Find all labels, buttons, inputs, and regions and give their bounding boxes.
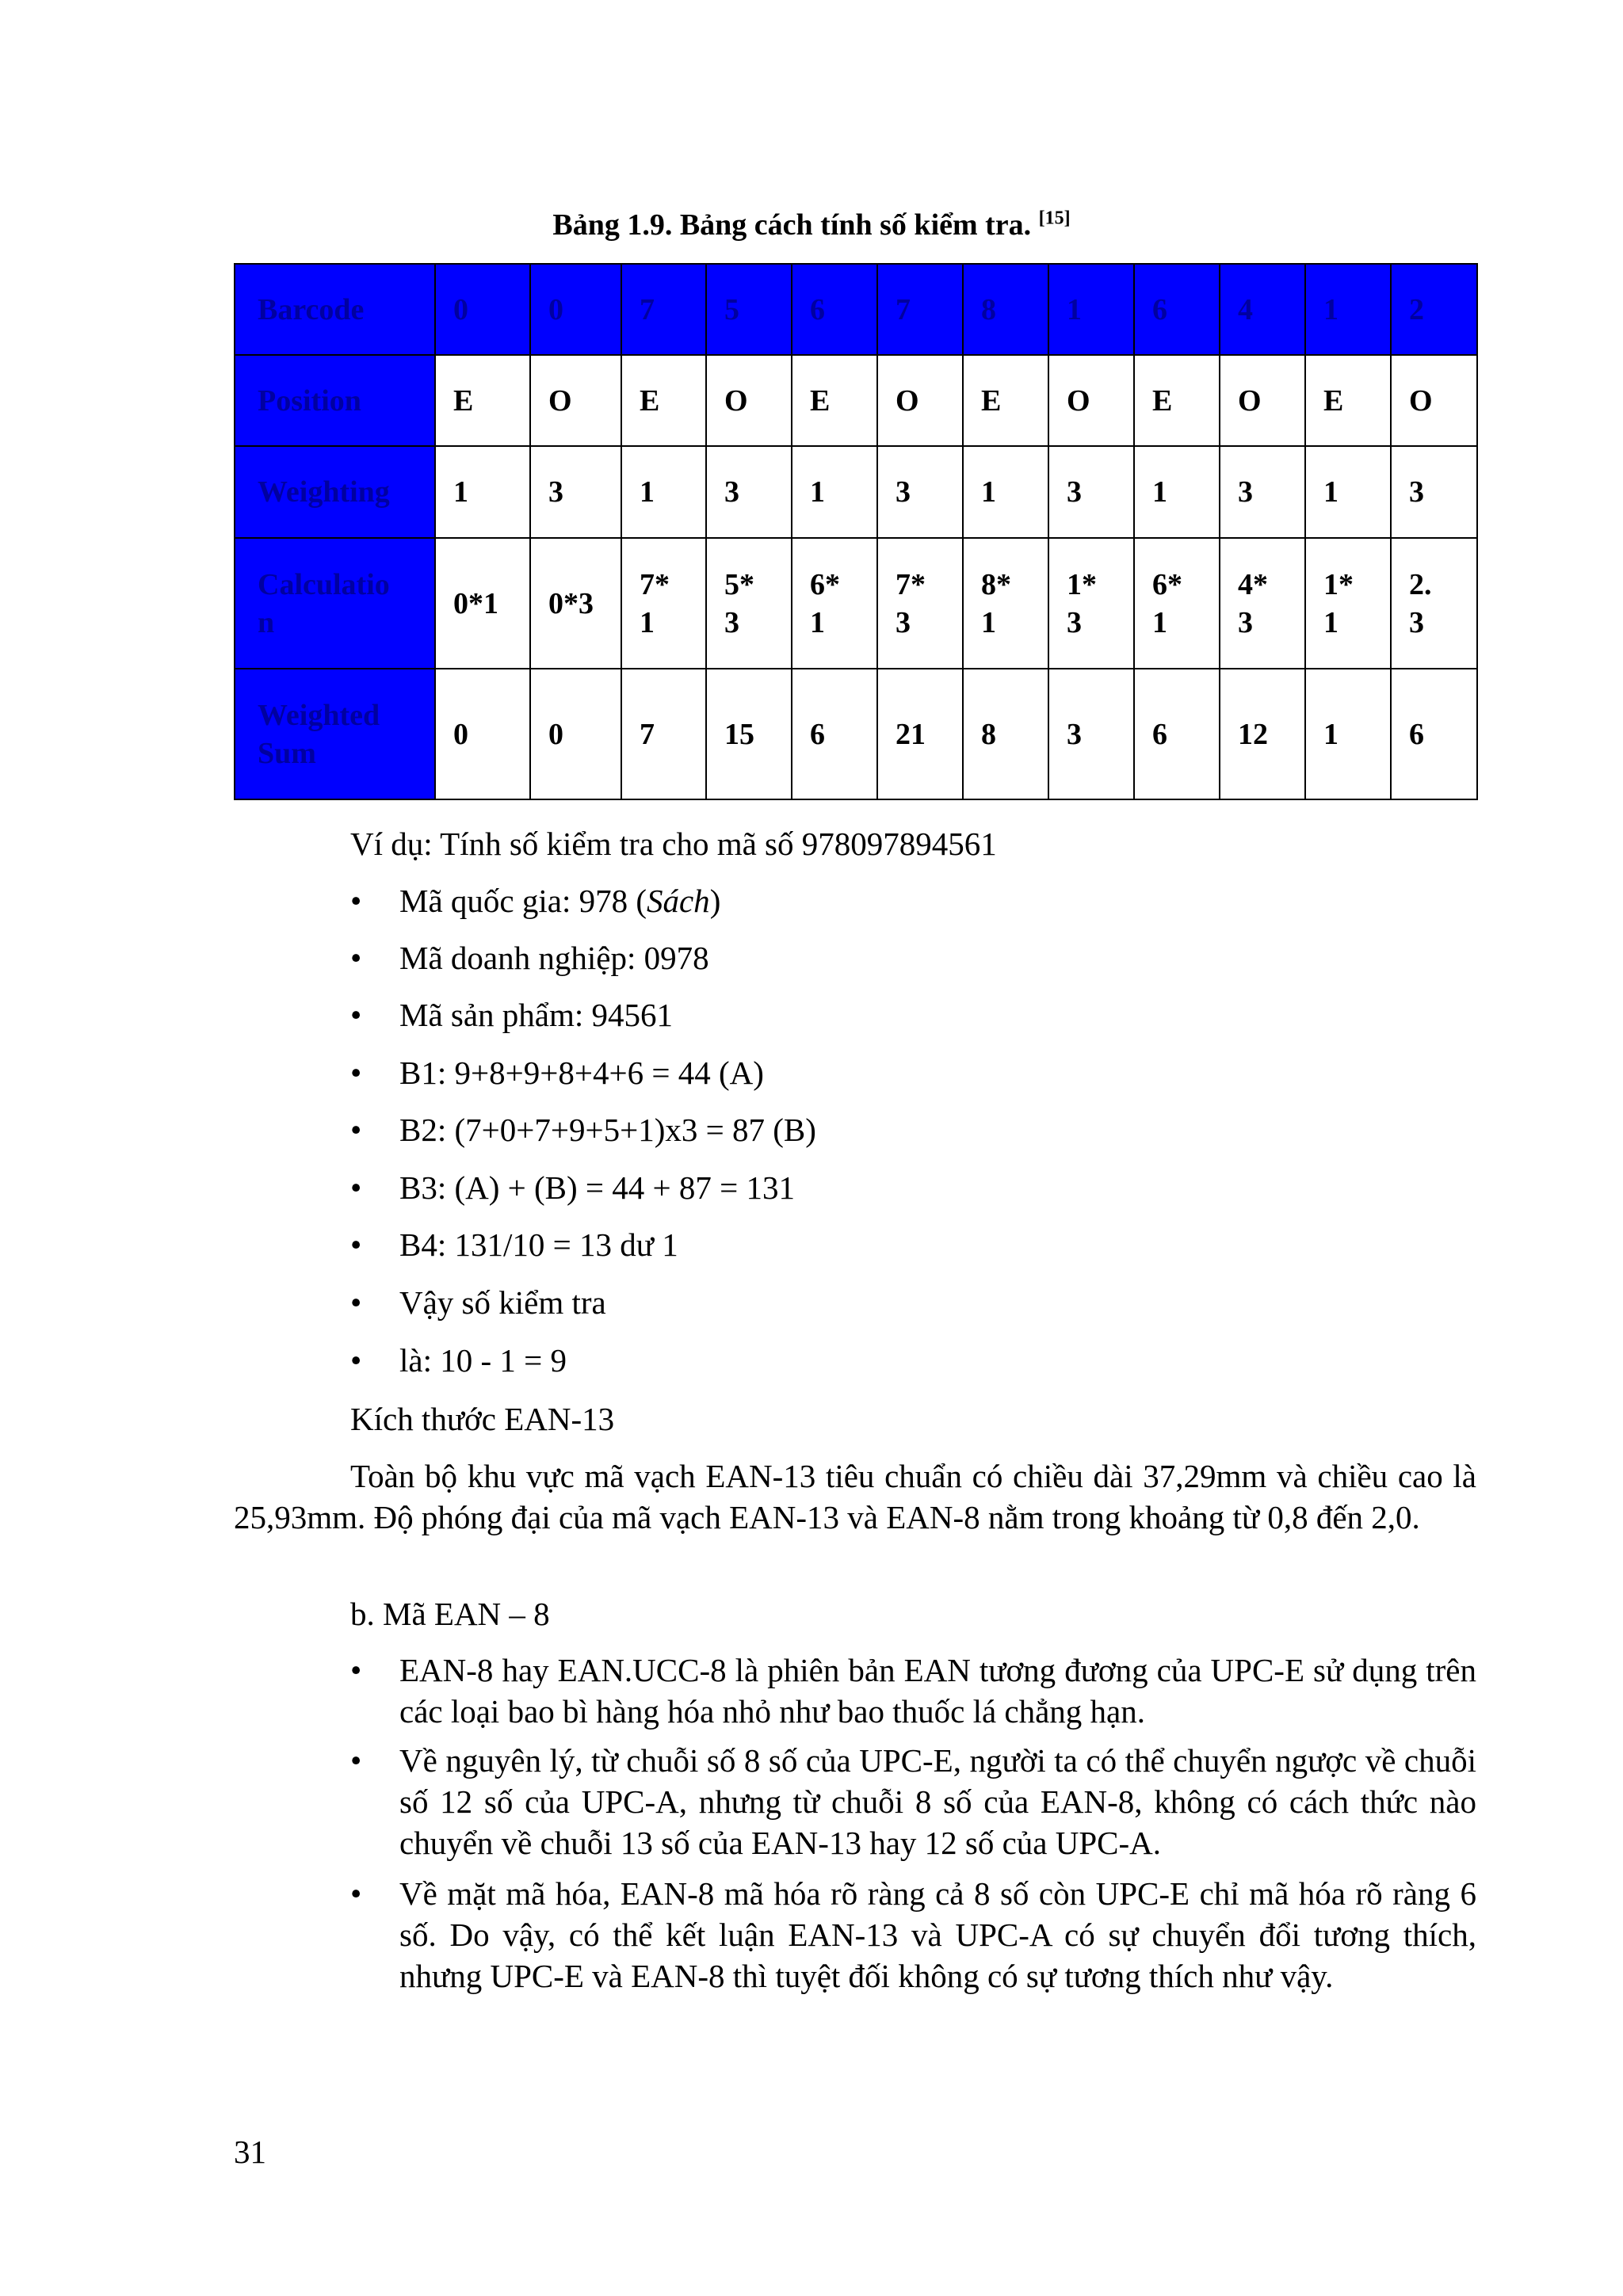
table-cell: 6 [792, 264, 877, 355]
table-cell: 1* 1 [1305, 538, 1391, 669]
table-cell: 0*1 [435, 538, 530, 669]
table-cell: O [1391, 355, 1477, 446]
weighting-row [235, 446, 1477, 538]
table-cell: 6* 1 [792, 538, 877, 669]
table-cell: 5 [706, 264, 792, 355]
table-cell: 21 [877, 669, 963, 799]
bullet-text [399, 1110, 816, 1150]
bullet-text-main: B4: 131/10 = 13 dư 1 [399, 1226, 678, 1263]
table-cell: 1 [1305, 669, 1391, 799]
table-cell: 6* 1 [1134, 538, 1220, 669]
bullet-text [399, 938, 709, 978]
position-row [235, 355, 1477, 446]
ean8-bullet-text: EAN-8 hay EAN.UCC-8 là phiên bản EAN tương đương của UPC-E sử dụng trên các loại bao bì hàng hóa nhỏ như bao thuốc lá chẳng hạn. [399, 1652, 1476, 1730]
table-cell: O [1220, 355, 1305, 446]
row-header-cell: Position [235, 355, 435, 446]
table-cell: E [792, 355, 877, 446]
table-body [235, 264, 1477, 799]
bullet-glyph: • [350, 883, 362, 919]
table-cell: 3 [1048, 446, 1134, 538]
table-cell: E [963, 355, 1048, 446]
bullet-glyph: • [350, 1652, 362, 1688]
ean8-heading: b. Mã EAN – 8 [350, 1596, 550, 1632]
table-cell: 4 [1220, 264, 1305, 355]
bullet-text-main: Vậy số kiểm tra [399, 1284, 606, 1321]
bullet-text-main: B2: (7+0+7+9+5+1)x3 = 87 (B) [399, 1112, 816, 1148]
table-cell: 6 [1134, 669, 1220, 799]
bullet-glyph: • [350, 1055, 362, 1091]
ean8-bullet-1 [350, 1650, 1476, 1732]
bullet-text-main: Mã sản phẩm: 94561 [399, 997, 674, 1033]
table-cell: 1 [963, 446, 1048, 538]
row-header-cell: Calculatio n [235, 538, 435, 669]
bullet-text [399, 1225, 678, 1264]
bullet-text [399, 881, 720, 921]
table-cell: 7 [621, 264, 706, 355]
table-cell: 4* 3 [1220, 538, 1305, 669]
table-cell: O [706, 355, 792, 446]
table-cell: E [1134, 355, 1220, 446]
barcode-row [235, 264, 1477, 355]
table-cell: 3 [1220, 446, 1305, 538]
table-cell: 5* 3 [706, 538, 792, 669]
table-cell: 12 [1220, 669, 1305, 799]
bullet-glyph: • [350, 1169, 362, 1206]
bullet-text [399, 1053, 764, 1093]
bullet-text-italic: Sách [646, 883, 710, 919]
table-cell: 3 [530, 446, 621, 538]
table-cell: 7* 3 [877, 538, 963, 669]
table-cell: 7 [621, 669, 706, 799]
caption-text: Bảng 1.9. Bảng cách tính số kiểm tra. [552, 208, 1032, 242]
calculation-row [235, 538, 1477, 669]
table-cell: 1 [1134, 446, 1220, 538]
table-cell: 3 [706, 446, 792, 538]
bullet-text-suffix: ) [709, 883, 721, 919]
table-cell: 1 [1048, 264, 1134, 355]
table-cell: 1 [435, 446, 530, 538]
table-cell: 7* 1 [621, 538, 706, 669]
bullet-text [399, 995, 673, 1035]
row-header-cell: Weighted Sum [235, 669, 435, 799]
bullet-text-main: B3: (A) + (B) = 44 + 87 = 131 [399, 1169, 796, 1206]
table-cell: O [1048, 355, 1134, 446]
ean8-bullet-2 [350, 1740, 1476, 1863]
table-cell: 0 [435, 669, 530, 799]
table-cell: 2. 3 [1391, 538, 1477, 669]
table-cell: 8* 1 [963, 538, 1048, 669]
table-cell: 3 [1048, 669, 1134, 799]
table-cell: 1 [621, 446, 706, 538]
table-cell: 8 [963, 669, 1048, 799]
table-cell: E [1305, 355, 1391, 446]
table-cell: 6 [792, 669, 877, 799]
bullet-glyph: • [350, 1875, 362, 1912]
bullet-text-main: là: 10 - 1 = 9 [399, 1342, 567, 1379]
table-cell: 8 [963, 264, 1048, 355]
size-heading: Kích thước EAN-13 [350, 1401, 615, 1437]
bullet-glyph: • [350, 940, 362, 976]
page-number: 31 [234, 2134, 266, 2170]
table-cell: 2 [1391, 264, 1477, 355]
table-cell: 0 [530, 264, 621, 355]
table-cell: 0 [530, 669, 621, 799]
table-cell: 6 [1134, 264, 1220, 355]
ean8-bullet-text: Về nguyên lý, từ chuỗi số 8 số của UPC-E, người ta có thể chuyển ngược về chuỗi số 12 số của UPC-A, nhưng từ chuỗi 8 số của EAN-8, không có cách thức nào chuyển về chuỗi 13 số của EAN-13 hay 12 số của UPC-A. [399, 1742, 1476, 1861]
table-cell: 7 [877, 264, 963, 355]
table-caption [0, 208, 1623, 242]
table-cell: 3 [877, 446, 963, 538]
bullet-text [399, 1168, 795, 1207]
table-cell: 0*3 [530, 538, 621, 669]
bullet-text-main: B1: 9+8+9+8+4+6 = 44 (A) [399, 1055, 764, 1091]
table-cell: O [877, 355, 963, 446]
weighted-sum-row [235, 669, 1477, 799]
table-cell: E [621, 355, 706, 446]
ean8-bullet-text: Về mặt mã hóa, EAN-8 mã hóa rõ ràng cả 8 số còn UPC-E chỉ mã hóa rõ ràng 6 số. Do vậy, có thể kết luận EAN-13 và UPC-A có sự chuyển đổi tương thích, nhưng UPC-E và EAN-8 thì tuyệt đối không có sự tương thích như vậy. [399, 1875, 1476, 1994]
ean8-bullet-3 [350, 1873, 1476, 1997]
table-cell: 1 [1305, 446, 1391, 538]
table-cell: 1 [1305, 264, 1391, 355]
table-cell: 15 [706, 669, 792, 799]
bullet-glyph: • [350, 997, 362, 1033]
bullet-text [399, 1341, 567, 1380]
example-intro: Ví dụ: Tính số kiểm tra cho mã số 978097894561 [350, 826, 997, 862]
bullet-glyph: • [350, 1742, 362, 1779]
bullet-glyph: • [350, 1342, 362, 1379]
bullet-glyph: • [350, 1284, 362, 1321]
table-cell: O [530, 355, 621, 446]
bullet-glyph: • [350, 1112, 362, 1148]
row-header-cell: Weighting [235, 446, 435, 538]
check-digit-table [234, 263, 1478, 800]
bullet-text-main: Mã doanh nghiệp: 0978 [399, 940, 709, 976]
size-paragraph: Toàn bộ khu vực mã vạch EAN-13 tiêu chuẩn có chiều dài 37,29mm và chiều cao là 25,93mm. Độ phóng đại của mã vạch EAN-13 và EAN-8 nằm trong khoảng từ 0,8 đến 2,0. [234, 1458, 1476, 1535]
bullet-text-main: Mã quốc gia: 978 ( [399, 883, 647, 919]
table-cell: 1* 3 [1048, 538, 1134, 669]
caption-reference: [15] [1038, 208, 1071, 229]
table-cell: 3 [1391, 446, 1477, 538]
table-cell: 0 [435, 264, 530, 355]
bullet-text [399, 1283, 606, 1322]
table-cell: 1 [792, 446, 877, 538]
bullet-glyph: • [350, 1226, 362, 1263]
table-cell: 6 [1391, 669, 1477, 799]
table-cell: E [435, 355, 530, 446]
row-header-cell: Barcode [235, 264, 435, 355]
